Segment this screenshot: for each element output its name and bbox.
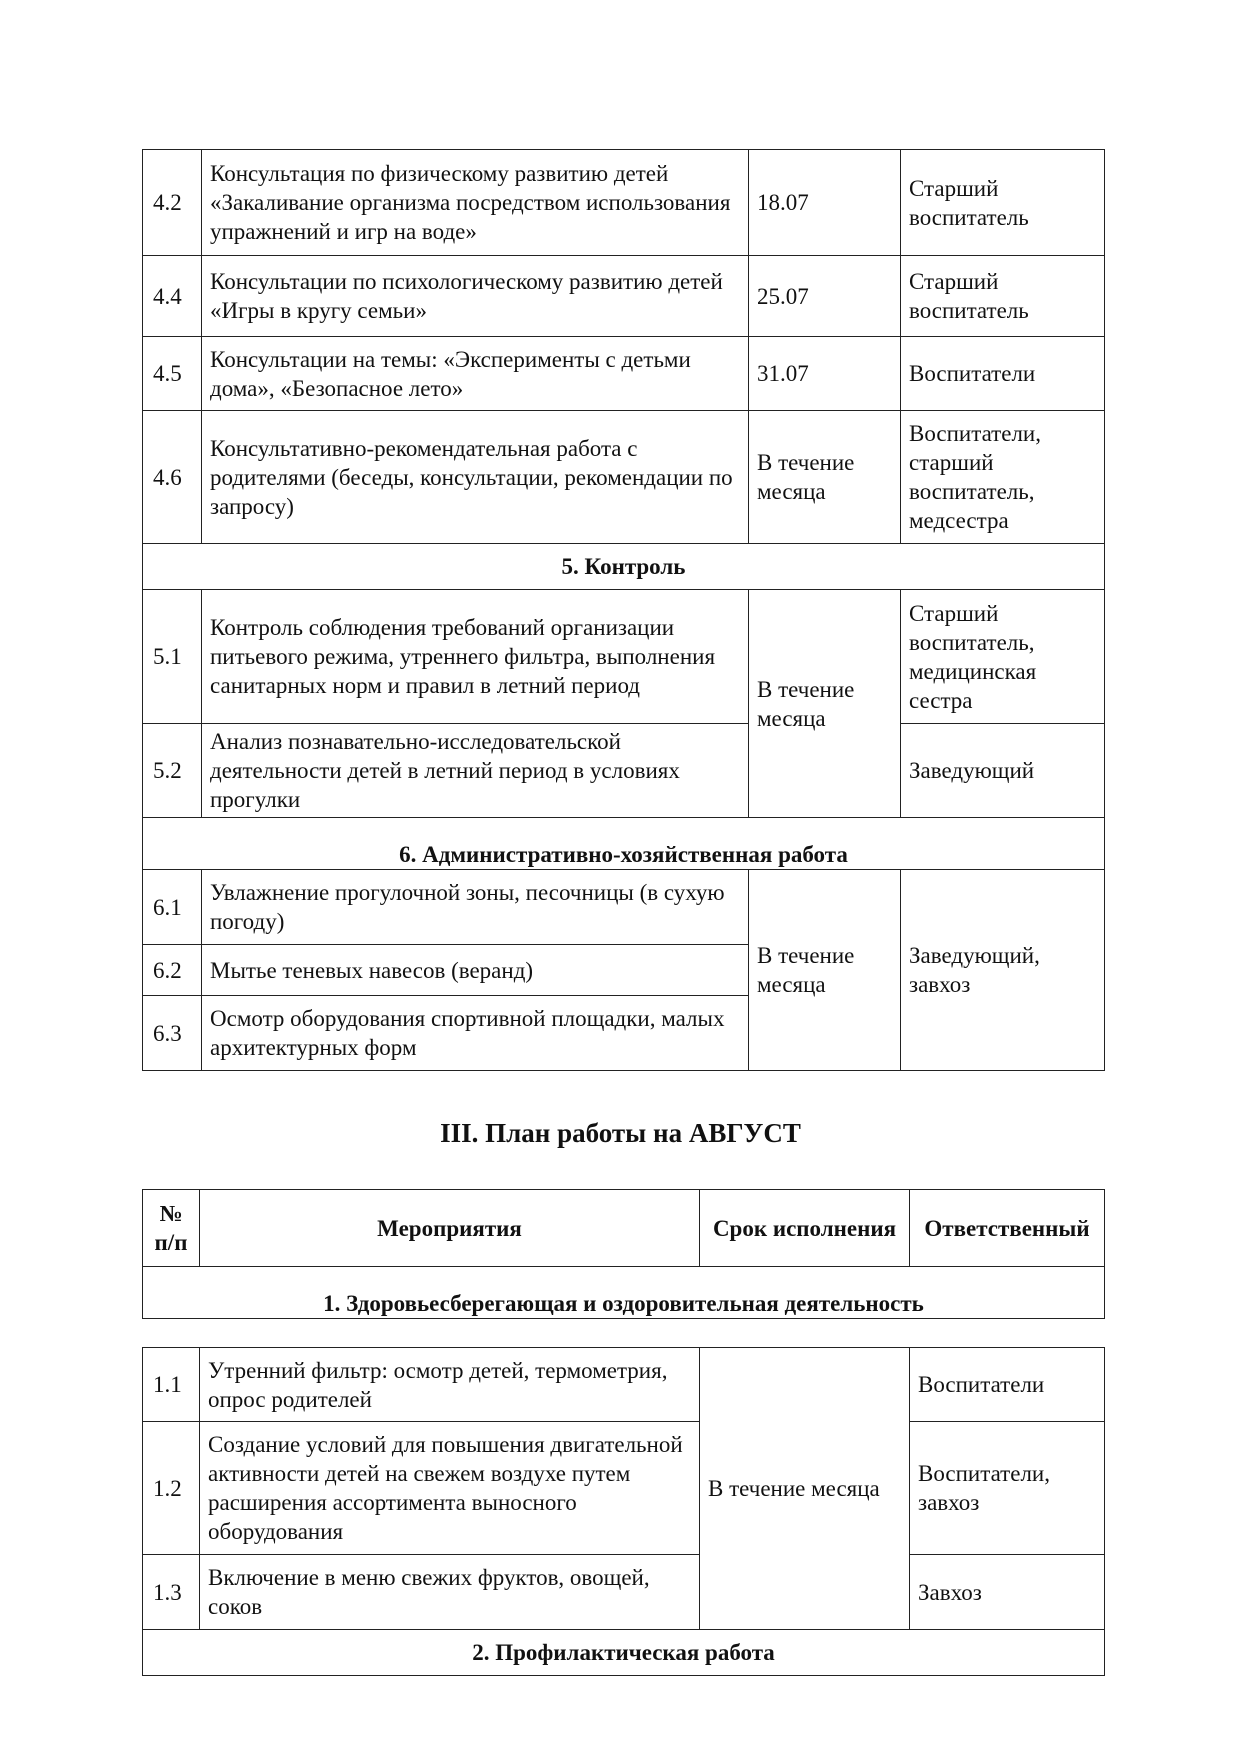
responsible-cell: Старший воспитатель xyxy=(901,150,1105,256)
responsible-cell: Воспитатели, завхоз xyxy=(910,1422,1105,1555)
page-title: III. План работы на АВГУСТ xyxy=(440,1118,801,1148)
section-title: 6. Административно-хозяйственная работа xyxy=(143,818,1105,870)
row-number: 5.1 xyxy=(143,590,202,724)
responsible-cell: Заведующий xyxy=(901,724,1105,818)
column-header-activity: Мероприятия xyxy=(200,1190,700,1267)
responsible-cell: Заведующий, завхоз xyxy=(901,870,1105,1071)
column-header-num: № п/п xyxy=(143,1190,200,1267)
row-number: 6.2 xyxy=(143,945,202,996)
activity-cell: Мытье теневых навесов (веранд) xyxy=(202,945,749,996)
section-header-row xyxy=(143,544,1105,590)
august-plan-table xyxy=(142,1347,1105,1676)
activity-cell: Утренний фильтр: осмотр детей, термометрия, опрос родителей xyxy=(200,1348,700,1422)
section-title: 5. Контроль xyxy=(143,544,1105,590)
row-number: 4.4 xyxy=(143,256,202,337)
responsible-cell: Старший воспитатель, медицинская сестра xyxy=(901,590,1105,724)
term-cell: В течение месяца xyxy=(700,1348,910,1630)
july-plan-table xyxy=(142,149,1105,1071)
activity-cell: Консультация по физическому развитию детей «Закаливание организма посредством использования упражнений и игр на воде» xyxy=(202,150,749,256)
table-row xyxy=(143,590,1105,724)
row-number: 1.1 xyxy=(143,1348,200,1422)
row-number: 4.2 xyxy=(143,150,202,256)
responsible-cell: Завхоз xyxy=(910,1555,1105,1630)
table-row xyxy=(143,337,1105,411)
activity-cell: Создание условий для повышения двигательной активности детей на свежем воздухе путем расширения ассортимента выносного оборудования xyxy=(200,1422,700,1555)
activity-cell: Осмотр оборудования спортивной площадки, малых архитектурных форм xyxy=(202,996,749,1071)
table-row xyxy=(143,1348,1105,1422)
term-cell: 31.07 xyxy=(749,337,901,411)
term-cell: 18.07 xyxy=(749,150,901,256)
responsible-cell: Старший воспитатель xyxy=(901,256,1105,337)
responsible-cell: Воспитатели xyxy=(901,337,1105,411)
table-row xyxy=(143,870,1105,945)
table-row xyxy=(143,256,1105,337)
term-cell: В течение месяца xyxy=(749,590,901,818)
row-number: 6.1 xyxy=(143,870,202,945)
responsible-cell: Воспитатели, старший воспитатель, медсестра xyxy=(901,411,1105,544)
row-number: 6.3 xyxy=(143,996,202,1071)
section-header-row xyxy=(143,818,1105,870)
term-cell: 25.07 xyxy=(749,256,901,337)
table-row xyxy=(143,1422,1105,1555)
header-row xyxy=(143,1190,1105,1267)
table-row xyxy=(143,150,1105,256)
activity-cell: Увлажнение прогулочной зоны, песочницы (в сухую погоду) xyxy=(202,870,749,945)
column-header-term: Срок исполнения xyxy=(700,1190,910,1267)
column-header-responsible: Ответственный xyxy=(910,1190,1105,1267)
activity-cell: Консультации по психологическому развитию детей «Игры в кругу семьи» xyxy=(202,256,749,337)
activity-cell: Включение в меню свежих фруктов, овощей, соков xyxy=(200,1555,700,1630)
activity-cell: Анализ познавательно-исследовательской деятельности детей в летний период в условиях прогулки xyxy=(202,724,749,818)
row-number: 4.6 xyxy=(143,411,202,544)
responsible-cell: Воспитатели xyxy=(910,1348,1105,1422)
activity-cell: Консультации на темы: «Эксперименты с детьми дома», «Безопасное лето» xyxy=(202,337,749,411)
row-number: 1.2 xyxy=(143,1422,200,1555)
table-row xyxy=(143,411,1105,544)
table-row xyxy=(143,724,1105,818)
term-cell: В течение месяца xyxy=(749,870,901,1071)
table-row xyxy=(143,1555,1105,1630)
row-number: 5.2 xyxy=(143,724,202,818)
row-number: 4.5 xyxy=(143,337,202,411)
row-number: 1.3 xyxy=(143,1555,200,1630)
section-title: 2. Профилактическая работа xyxy=(143,1630,1105,1676)
activity-cell: Консультативно-рекомендательная работа с родителями (беседы, консультации, рекомендации по запросу) xyxy=(202,411,749,544)
section-header-row xyxy=(143,1630,1105,1676)
term-cell: В течение месяца xyxy=(749,411,901,544)
section-header-row xyxy=(143,1267,1105,1319)
activity-cell: Контроль соблюдения требований организации питьевого режима, утреннего фильтра, выполнения санитарных норм и правил в летний период xyxy=(202,590,749,724)
august-header-table xyxy=(142,1189,1105,1319)
section-title: 1. Здоровьесберегающая и оздоровительная деятельность xyxy=(143,1267,1105,1319)
